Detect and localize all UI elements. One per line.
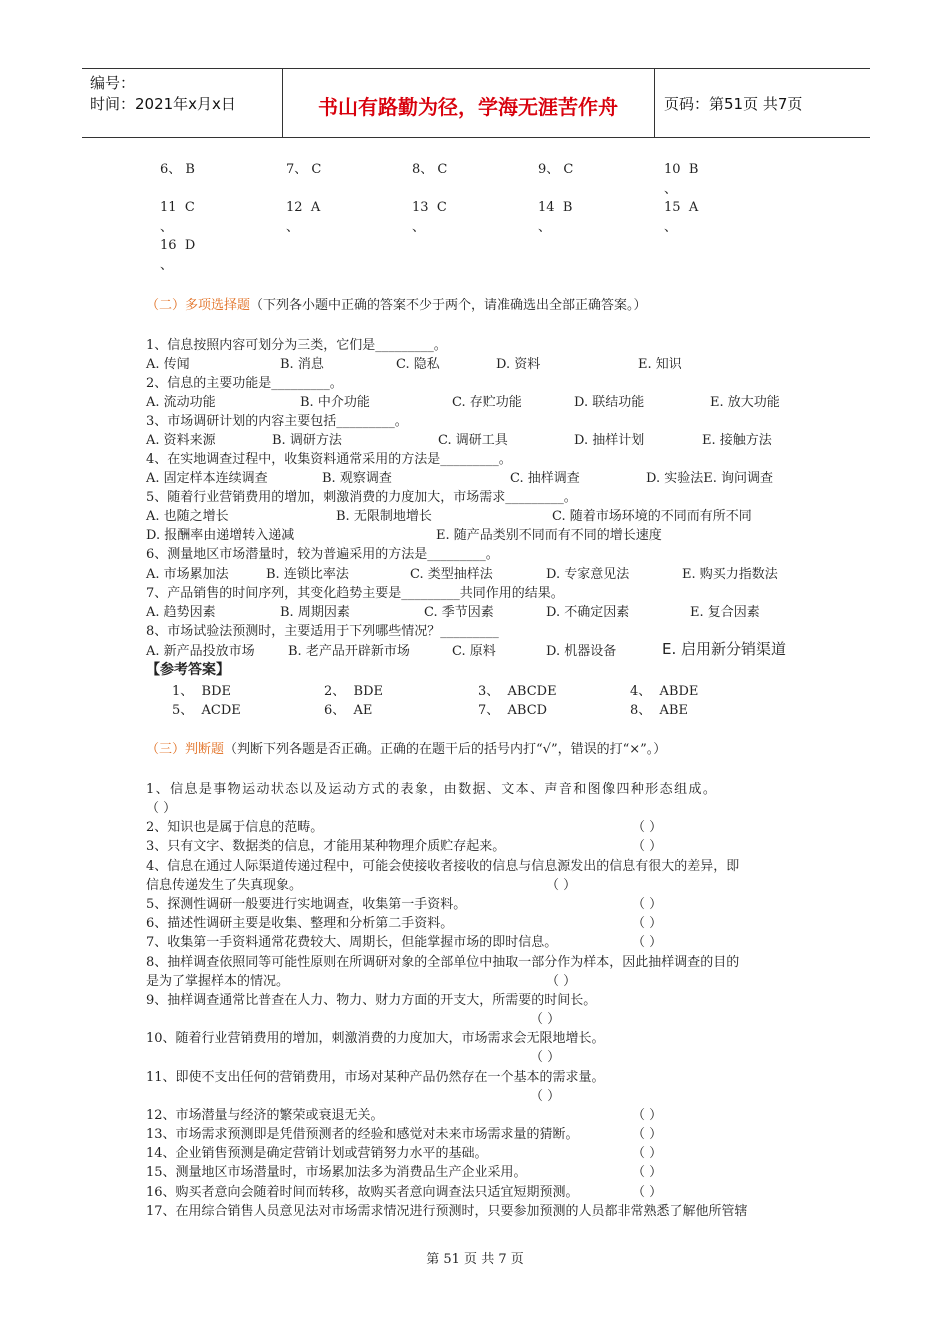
ref-answer: 6、 AE <box>324 703 373 718</box>
answer-item: 13 C <box>412 200 447 215</box>
ref-answer: 3、 ABCDE <box>478 684 557 699</box>
answer-parens: （ ） <box>146 801 177 816</box>
answer-parens: （ ） <box>632 935 663 950</box>
option: D. 资料 <box>496 357 541 372</box>
judge-item: 9、抽样调查通常比普查在人力、物力、财力方面的开支大，所需要的时间长。 <box>146 993 597 1008</box>
number-label: 编号： <box>90 74 136 92</box>
answer-parens: （ ） <box>632 1146 663 1161</box>
option: B. 观察调查 <box>322 471 392 486</box>
answer-wrap: 、 <box>286 220 300 235</box>
option: D. 不确定因素 <box>546 605 630 620</box>
option: A. 也随之增长 <box>146 509 229 524</box>
ref-answer: 7、 ABCD <box>478 703 548 718</box>
question-text: 1、信息按照内容可划分为三类，它们是_________。 <box>146 338 447 353</box>
option: E. 复合因素 <box>690 605 760 620</box>
option: C. 季节因素 <box>424 605 494 620</box>
header-divider <box>654 69 655 137</box>
option: D. 报酬率由递增转入递减 <box>146 528 295 543</box>
answer-parens: （ ） <box>632 1108 663 1123</box>
answer-item: 15 A <box>664 200 699 215</box>
judge-item: 13、市场需求预测即是凭借预测者的经验和感觉对未来市场需求量的猜断。 <box>146 1127 579 1142</box>
option: A. 流动功能 <box>146 395 216 410</box>
answer-parens: （ ） <box>530 1050 561 1065</box>
answer-wrap: 、 <box>412 220 426 235</box>
judge-item: 信息传递发生了失真现象。 <box>146 878 303 893</box>
judge-item: 是为了掌握样本的情况。 <box>146 974 290 989</box>
header-motto: 书山有路勤为径，学海无涯苦作舟 <box>318 95 618 119</box>
option: D. 联结功能 <box>574 395 645 410</box>
answer-item: 9、 C <box>538 162 574 177</box>
judge-item: 1、信息是事物运动状态以及运动方式的表象，由数据、文本、声音和图像四种形态组成。 <box>146 782 718 797</box>
question-text: 6、测量地区市场潜量时，较为普遍采用的方法是_________。 <box>146 547 499 562</box>
option: A. 新产品投放市场 <box>146 644 255 659</box>
option: C. 类型抽样法 <box>410 567 493 582</box>
option: A. 市场累加法 <box>146 567 229 582</box>
answer-parens: （ ） <box>546 878 577 893</box>
answer-parens: （ ） <box>632 1127 663 1142</box>
page-footer: 第 51 页 共 7 页 <box>426 1252 524 1267</box>
option: A. 固定样本连续调查 <box>146 471 268 486</box>
header-info <box>90 73 236 115</box>
section-title: （三）判断题 <box>146 742 225 757</box>
answer-parens: （ ） <box>530 1012 561 1027</box>
answer-item: 8、 C <box>412 162 448 177</box>
question-text: 7、产品销售的时间序列，其变化趋势主要是_________共同作用的结果。 <box>146 586 564 601</box>
answer-wrap: 、 <box>538 220 552 235</box>
judge-item: 11、即使不支出任何的营销费用，市场对某种产品仍然存在一个基本的需求量。 <box>146 1070 605 1085</box>
question-text: 8、市场试验法预测时，主要适用于下列哪些情况？_________ <box>146 624 499 639</box>
answer-item: 10 B <box>664 162 699 177</box>
page-header <box>82 68 870 138</box>
option: B. 老产品开辟新市场 <box>288 644 410 659</box>
answer-parens: （ ） <box>546 974 577 989</box>
option: A. 资料来源 <box>146 433 216 448</box>
answer-wrap: 、 <box>664 220 678 235</box>
option: E. 接触方法 <box>702 433 772 448</box>
reference-answer-title: 【参考答案】 <box>146 662 230 678</box>
answer-parens: （ ） <box>632 897 663 912</box>
judge-item: 12、市场潜量与经济的繁荣或衰退无关。 <box>146 1108 384 1123</box>
section-multi-heading <box>146 296 647 315</box>
answer-item: 14 B <box>538 200 573 215</box>
option: C. 隐私 <box>396 357 440 372</box>
answer-wrap: 、 <box>160 258 174 273</box>
judge-item: 16、购买者意向会随着时间而转移，故购买者意向调查法只适宜短期预测。 <box>146 1185 579 1200</box>
section-title: （二）多项选择题 <box>146 298 251 313</box>
judge-item: 14、企业销售预测是确定营销计划或营销努力水平的基础。 <box>146 1146 488 1161</box>
time-label: 时间：2021年x月x日 <box>90 95 236 113</box>
ref-answer: 8、 ABE <box>630 703 688 718</box>
answer-item: 11 C <box>160 200 195 215</box>
answer-item: 7、 C <box>286 162 322 177</box>
judge-item: 3、只有文字、数据类的信息，才能用某种物理介质贮存起来。 <box>146 839 506 854</box>
option: B. 周期因素 <box>280 605 350 620</box>
question-text: 3、市场调研计划的内容主要包括_________。 <box>146 414 408 429</box>
section-judge-heading <box>146 740 666 759</box>
option: E. 购买力指数法 <box>682 567 778 582</box>
option: D. 实验法E. 询问调查 <box>646 471 773 486</box>
ref-answer: 4、 ABDE <box>630 684 699 699</box>
judge-item: 2、知识也是属于信息的范畴。 <box>146 820 324 835</box>
judge-item: 6、描述性调研主要是收集、整理和分析第二手资料。 <box>146 916 454 931</box>
judge-item: 5、探测性调研一般要进行实地调查，收集第一手资料。 <box>146 897 467 912</box>
ref-answer: 1、 BDE <box>172 684 232 699</box>
option: E. 启用新分销渠道 <box>662 640 787 658</box>
answer-parens: （ ） <box>632 1165 663 1180</box>
answer-item: 16 D <box>160 238 196 253</box>
header-page-code: 页码：第51页 共7页 <box>664 95 803 113</box>
judge-item: 15、测量地区市场潜量时，市场累加法多为消费品生产企业采用。 <box>146 1165 527 1180</box>
option: C. 随着市场环境的不同而有所不同 <box>552 509 752 524</box>
judge-item: 17、在用综合销售人员意见法对市场需求情况进行预测时，只要参加预测的人员都非常熟悉了解他所管辖 <box>146 1204 748 1219</box>
option: B. 无限制地增长 <box>336 509 432 524</box>
judge-item: 10、随着行业营销费用的增加，刺激消费的力度加大，市场需求会无限地增长。 <box>146 1031 605 1046</box>
question-text: 4、在实地调查过程中，收集资料通常采用的方法是_________。 <box>146 452 512 467</box>
answer-parens: （ ） <box>632 839 663 854</box>
option: B. 连锁比率法 <box>266 567 349 582</box>
answer-parens: （ ） <box>632 1185 663 1200</box>
judge-item: 8、抽样调查依照同等可能性原则在所调研对象的全部单位中抽取一部分作为样本，因此抽样调查的目的 <box>146 955 740 970</box>
ref-answer: 2、 BDE <box>324 684 384 699</box>
option: E. 知识 <box>638 357 682 372</box>
option: D. 抽样计划 <box>574 433 645 448</box>
answer-item: 6、 B <box>160 162 195 177</box>
option: A. 传闻 <box>146 357 190 372</box>
question-text: 2、信息的主要功能是_________。 <box>146 376 343 391</box>
option: E. 随产品类别不同而有不同的增长速度 <box>436 528 662 543</box>
option: C. 调研工具 <box>438 433 508 448</box>
option: B. 消息 <box>280 357 324 372</box>
ref-answer: 5、 ACDE <box>172 703 241 718</box>
option: D. 机器设备 <box>546 644 617 659</box>
section-instruction: （判断下列各题是否正确。正确的在题干后的括号内打“√”，错误的打“×”。） <box>224 742 667 757</box>
answer-parens: （ ） <box>632 916 663 931</box>
answer-parens: （ ） <box>632 820 663 835</box>
option: C. 抽样调查 <box>510 471 580 486</box>
option: E. 放大功能 <box>710 395 780 410</box>
answer-item: 12 A <box>286 200 321 215</box>
answer-parens: （ ） <box>530 1089 561 1104</box>
option: A. 趋势因素 <box>146 605 216 620</box>
answer-wrap: 、 <box>160 220 174 235</box>
option: C. 存贮功能 <box>452 395 522 410</box>
option: D. 专家意见法 <box>546 567 630 582</box>
option: B. 中介功能 <box>300 395 370 410</box>
section-instruction: （下列各小题中正确的答案不少于两个，请准确选出全部正确答案。） <box>250 298 647 313</box>
judge-item: 4、信息在通过人际渠道传递过程中，可能会使接收者接收的信息与信息源发出的信息有很大的差异，即 <box>146 859 740 874</box>
judge-item: 7、收集第一手资料通常花费较大、周期长，但能掌握市场的即时信息。 <box>146 935 558 950</box>
option: C. 原料 <box>452 644 496 659</box>
answer-wrap: 、 <box>664 182 678 197</box>
question-text: 5、随着行业营销费用的增加，刺激消费的力度加大，市场需求_________。 <box>146 490 577 505</box>
option: B. 调研方法 <box>272 433 342 448</box>
